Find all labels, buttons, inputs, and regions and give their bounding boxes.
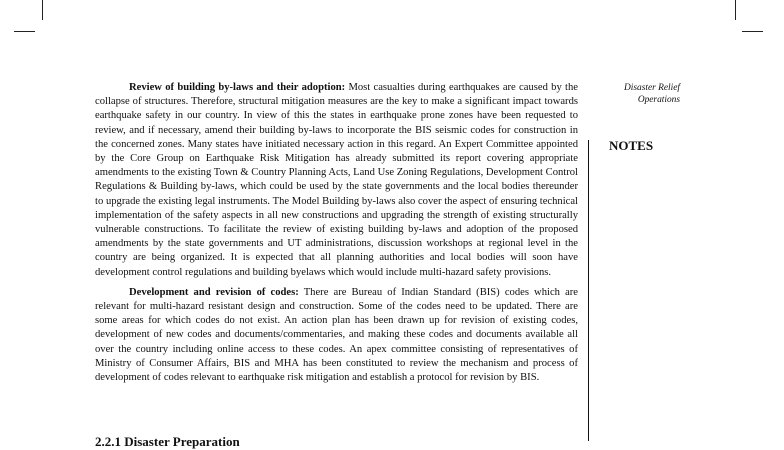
section-heading: 2.2.1 Disaster Preparation	[95, 434, 240, 449]
notes-divider	[588, 140, 589, 441]
crop-mark-top-right-vertical	[735, 0, 736, 20]
paragraph-title: Review of building by-laws and their adoption:	[129, 82, 346, 93]
notes-label: NOTES	[609, 138, 654, 153]
crop-mark-top-left-horizontal	[14, 31, 35, 32]
paragraph-body: Most casualties during earthquakes are caused by the collapse of structures. Therefore, structural mitigation measures are the key to make a significant impact towards earthquake safety in our country. In view of this the states in earthquake prone zones have been requested to review, and if necessary, amend their building by-laws to incorporate the BIS seismic codes for construction in the concerned zones. Many states have initiated necessary action in this regard. An Expert Committee appointed by the Core Group on Earthquake Risk Mitigation has already submitted its report covering appropriate amendments to the existing Town & Country Planning Acts, Land Use Zoning Regulations, Development Control Regulations & Building by-laws, which could be used by the state governments and the local bodies thereunder to upgrade the existing legal instruments. The Model Building by-laws also cover the aspect of ensuring technical implementation of the safety aspects in all new constructions and upgrading the strength of existing structurally vulnerable constructions. To facilitate the review of existing building by-laws and adoption of the proposed amendments by the state governments and UT administrations, discussion workshops at regional level in the country are being organized. It is expected that all planning authorities and local bodies will soon have development control regulations and building byelaws which would include multi-hazard safety provisions.	[95, 82, 578, 278]
running-header-line2: Operations	[637, 95, 680, 105]
paragraph-building-bylaws	[95, 81, 578, 280]
running-header	[560, 82, 680, 106]
crop-mark-top-left-vertical	[42, 0, 43, 20]
crop-mark-top-right-horizontal	[742, 31, 763, 32]
main-text	[95, 81, 578, 391]
running-header-line1: Disaster Relief	[624, 83, 680, 93]
paragraph-codes	[95, 286, 578, 385]
paragraph-title: Development and revision of codes:	[129, 286, 299, 298]
paragraph-body: There are Bureau of Indian Standard (BIS) codes which are relevant for multi-hazard resistant design and construction. Some of the codes need to be updated. There are some areas for which codes do not exist. An action plan has been drawn up for revision of existing codes, development of new codes and documents/commentaries, and making these codes and documents available all over the country including online access to these codes. An apex committee consisting of representatives of Ministry of Consumer Affairs, BIS and MHA has been constituted to review the mechanism and process of development of codes relevant to earthquake risk mitigation and establish a protocol for revision by BIS.	[95, 286, 578, 384]
